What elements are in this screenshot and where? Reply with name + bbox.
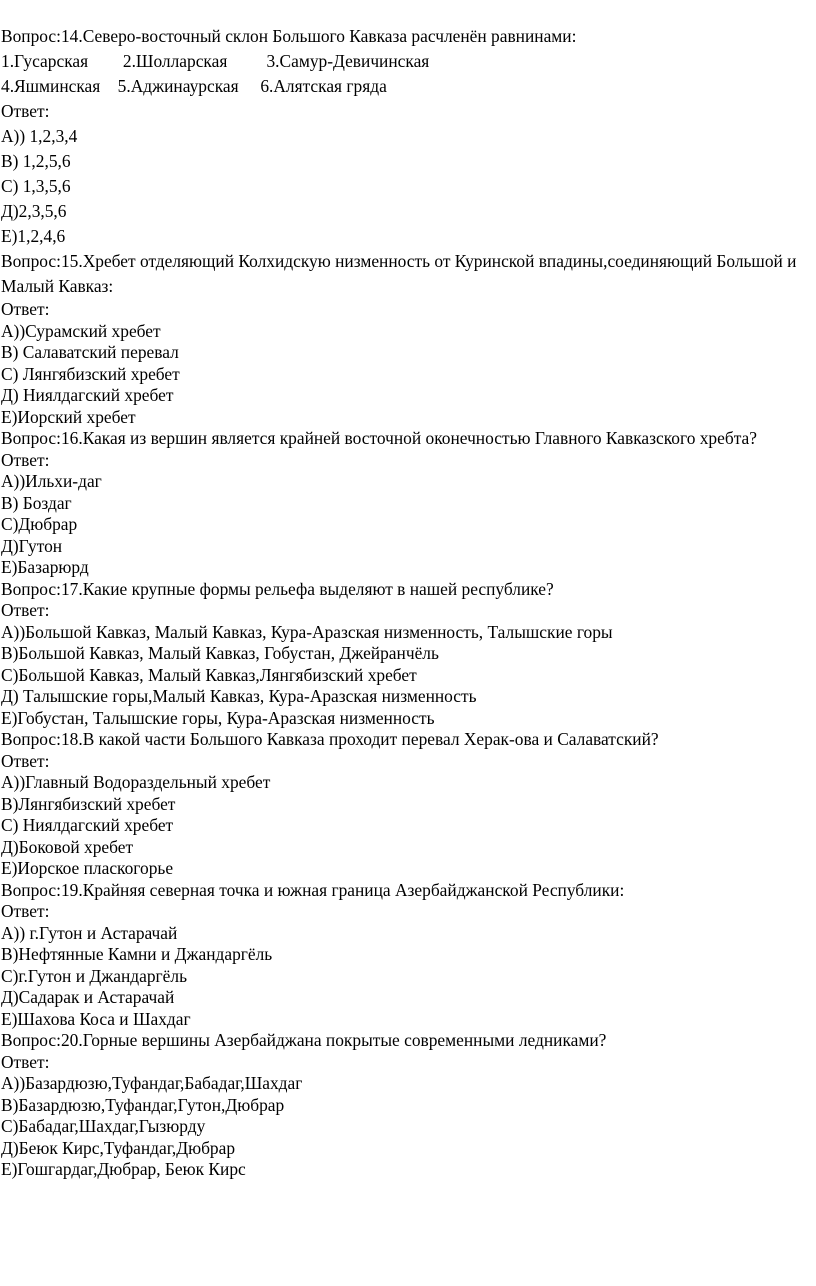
item-line: 4.Яшминская 5.Аджинаурская 6.Алятская гряда [1,76,387,96]
answer-option: E)Гошгардаг,Дюбрар, Беюк Кирс [1,1159,246,1179]
answer-option: A)) 1,2,3,4 [1,126,78,146]
answer-option: Д)Гутон [1,535,63,556]
answer-option: E)1,2,4,6 [1,226,66,246]
answer-option: C) 1,3,5,6 [1,176,71,196]
answer-option: Д)Садарак и Астарачай [1,987,175,1007]
answer-label: Ответ: [1,600,50,620]
answer-option: E)Базарюрд [1,557,89,577]
answer-option: E)Иорский хребет [1,406,136,427]
question-text: Вопрос:17.Какие крупные формы рельефа выделяют в нашей республике? [1,578,554,599]
answer-option: Д) Талышские горы,Малый Кавказ, Кура-Аразская низменность [1,686,477,706]
question-block [1,24,813,249]
answer-option: C)Большой Кавказ, Малый Кавказ,Лянгябизский хребет [1,664,417,685]
answer-option: Д)2,3,5,6 [1,201,67,221]
question-block [1,729,813,880]
answer-option: B) Боздаг [1,492,72,513]
question-block [1,249,813,428]
answer-option: C) Ниялдагский хребет [1,815,174,835]
question-block [1,880,813,1031]
question-text: Вопрос:19.Крайняя северная точка и южная граница Азербайджанской Республики: [1,879,625,900]
answer-option: A))Сурамский хребет [1,320,161,341]
answer-option: A)) г.Гутон и Астарачай [1,922,178,943]
answer-option: C)Бабадаг,Шахдаг,Гызюрду [1,1116,206,1136]
answer-label: Ответ: [1,1051,50,1072]
answer-option: B)Нефтянные Камни и Джандаргёль [1,944,273,964]
answer-option: A))Главный Водораздельный хребет [1,772,271,792]
answer-option: Д)Боковой хребет [1,836,134,857]
question-text: Вопрос:18.В какой части Большого Кавказа проходит перевал Херак-ова и Салаватский? [1,729,659,749]
answer-option: A))Базардюзю,Туфандаг,Бабадаг,Шахдаг [1,1073,303,1093]
answer-label: Ответ: [1,299,50,319]
answer-option: C) Лянгябизский хребет [1,363,180,384]
answer-option: A))Большой Кавказ, Малый Кавказ, Кура-Аразская низменность, Талышские горы [1,621,613,642]
answer-label: Ответ: [1,901,50,921]
answer-option: E)Иорское пласкогорье [1,858,174,878]
document-page [1,24,813,1181]
question-block [1,579,813,730]
question-block [1,428,813,579]
answer-option: C)г.Гутон и Джандаргёль [1,965,187,986]
item-line: 1.Гусарская 2.Шолларская 3.Самур-Девичинская [1,51,430,71]
answer-option: B)Большой Кавказ, Малый Кавказ, Гобустан, Джейранчёль [1,643,439,663]
answer-option: Д)Беюк Кирс,Туфандаг,Дюбрар [1,1137,236,1158]
answer-option: B)Лянгябизский хребет [1,793,176,814]
answer-label: Ответ: [1,101,50,121]
answer-option: B) 1,2,5,6 [1,151,71,171]
answer-option: B) Салаватский перевал [1,342,179,362]
answer-option: A))Ильхи-даг [1,471,102,491]
question-block [1,1030,813,1181]
answer-label: Ответ: [1,750,50,771]
question-text: Вопрос:16.Какая из вершин является крайней восточной оконечностью Главного Кавказского хребта? [1,428,757,448]
answer-option: E)Шахова Коса и Шахдаг [1,1008,191,1029]
question-text: Вопрос:14.Северо-восточный склон Большого Кавказа расчленён равнинами: [1,26,577,46]
answer-option: B)Базардюзю,Туфандаг,Гутон,Дюбрар [1,1094,285,1115]
question-text: Вопрос:20.Горные вершины Азербайджана покрытые современными ледниками? [1,1030,607,1050]
question-text: Вопрос:15.Хребет отделяющий Колхидскую низменность от Куринской впадины,соединяющий Большой и Малый Кавказ: [1,251,797,296]
answer-option: C)Дюбрар [1,514,78,534]
answer-option: E)Гобустан, Талышские горы, Кура-Аразская низменность [1,707,435,728]
answer-option: Д) Ниялдагский хребет [1,385,174,405]
answer-label: Ответ: [1,449,50,470]
